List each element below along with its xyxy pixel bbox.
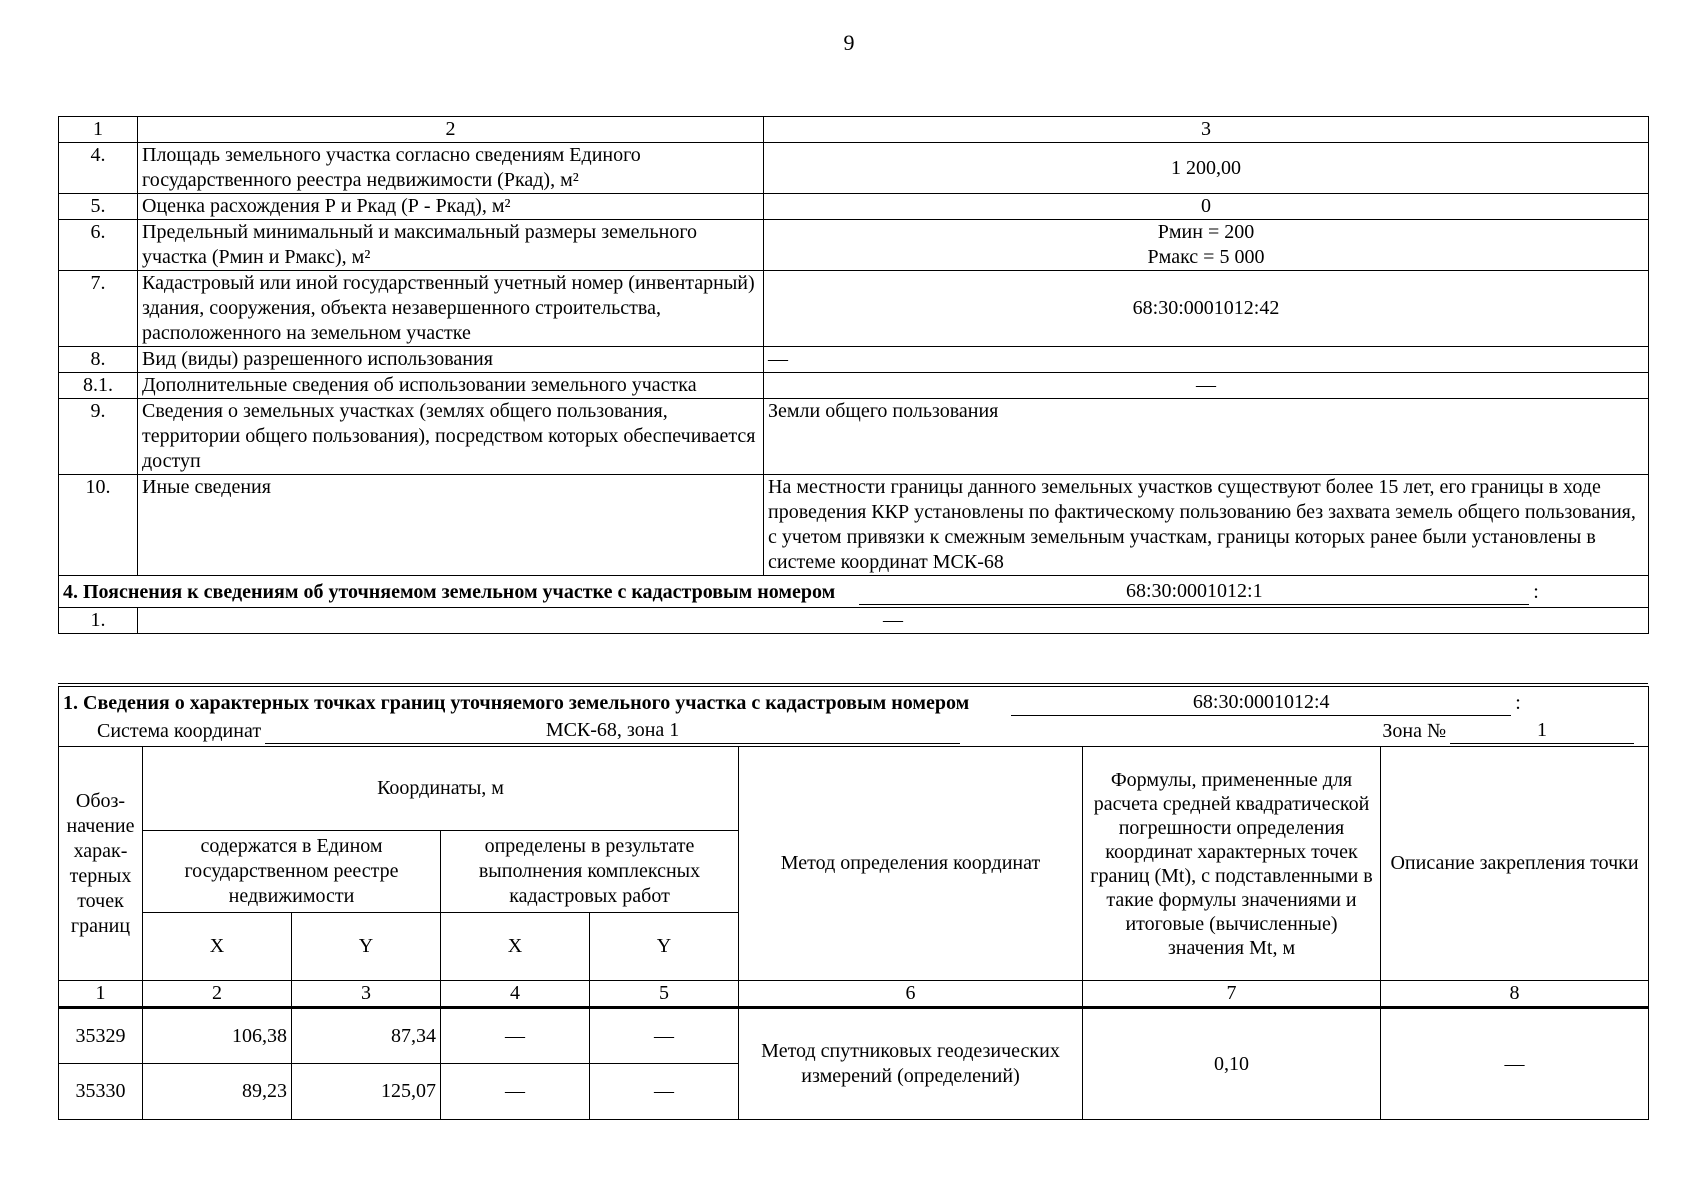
column-number: 2 [138, 117, 764, 143]
column-number: 4 [441, 981, 590, 1008]
min-size-value: Рмин = 200 [1157, 221, 1255, 243]
row-number: 10. [59, 475, 138, 576]
table-row [59, 399, 1649, 475]
table-row [59, 608, 1649, 634]
point-y-kkr: — [590, 1064, 739, 1120]
row-value: 0 [764, 194, 1649, 220]
points-header-row [59, 747, 1649, 831]
section-divider [58, 683, 1648, 684]
section-1-title: 1. Сведения о характерных точках границ уточняемого земельного участка с кадастровым номером [63, 692, 970, 714]
mt-value: 0,10 [1083, 1008, 1381, 1120]
column-number: 8 [1381, 981, 1649, 1008]
column-number: 3 [292, 981, 441, 1008]
point-x-egrn: 106,38 [143, 1008, 292, 1064]
point-x-egrn: 89,23 [143, 1064, 292, 1120]
boundary-points-table [58, 686, 1649, 1120]
row-number: 8.1. [59, 373, 138, 399]
row-label: Площадь земельного участка согласно сведениям Единого государственного реестра недвижимости (Ркад), м² [138, 143, 764, 194]
point-x-kkr: — [441, 1008, 590, 1064]
row-value: — [138, 608, 1649, 634]
zone-value: 1 [1450, 718, 1634, 744]
column-y: Y [292, 913, 441, 981]
row-number: 4. [59, 143, 138, 194]
row-number: 7. [59, 271, 138, 347]
column-number: 3 [764, 117, 1649, 143]
coordinate-system-label: Система координат [97, 720, 262, 742]
column-number: 6 [739, 981, 1083, 1008]
table-row [59, 143, 1649, 194]
row-number: 1. [59, 608, 138, 634]
row-value: — [764, 347, 1649, 373]
section-1-cadastral-number: 68:30:0001012:4 [1011, 690, 1511, 716]
section-1-header-row [59, 687, 1649, 747]
row-value: На местности границы данного земельных участков существуют более 15 лет, его границы в ходе проведения ККР установлены по фактическому пользованию без захвата земель общего пользования, с учетом привязки к смежным земельным участкам, границы которых ранее были установлены в системе координат МСК-68 [764, 475, 1649, 576]
table-row [59, 194, 1649, 220]
section-4-header-row [59, 576, 1649, 608]
row-label: Кадастровый или иной государственный учетный номер (инвентарный) здания, сооружения, объекта незавершенного строительства, расположенного на земельном участке [138, 271, 764, 347]
table-row [59, 347, 1649, 373]
column-number: 5 [590, 981, 739, 1008]
column-number: 7 [1083, 981, 1381, 1008]
column-x: X [143, 913, 292, 981]
row-value: — [764, 373, 1649, 399]
page-number: 9 [843, 30, 855, 55]
column-number: 1 [59, 981, 143, 1008]
column-kkr: определены в результате выполнения комплексных кадастровых работ [441, 831, 739, 913]
column-number: 1 [59, 117, 138, 143]
table-row [59, 271, 1649, 347]
point-y-egrn: 87,34 [292, 1008, 441, 1064]
land-plot-info-table [58, 116, 1649, 634]
column-y: Y [590, 913, 739, 981]
row-value: Земли общего пользования [764, 399, 1649, 475]
section-4-cadastral-number: 68:30:0001012:1 [859, 579, 1529, 605]
row-label: Иные сведения [138, 475, 764, 576]
column-egrn: содержатся в Едином государственном реестре недвижимости [143, 831, 441, 913]
section-4-title: 4. Пояснения к сведениям об уточняемом земельном участке с кадастровым номером [63, 581, 836, 603]
column-x: X [441, 913, 590, 981]
max-size-value: Рмакс = 5 000 [1147, 246, 1265, 268]
column-designation: Обоз-начение харак-терных точек границ [59, 747, 143, 981]
column-formulas: Формулы, примененные для расчета средней квадратической погрешности определения координат характерных точек границ (Mt), с подставленными в такие формулы значениями и итоговые (вычисленные) значения Mt, м [1083, 747, 1381, 981]
row-number: 8. [59, 347, 138, 373]
row-value [764, 220, 1649, 271]
row-number: 5. [59, 194, 138, 220]
row-label: Предельный минимальный и максимальный размеры земельного участка (Рмин и Рмакс), м² [138, 220, 764, 271]
column-description: Описание закрепления точки [1381, 747, 1649, 981]
point-y-kkr: — [590, 1008, 739, 1064]
column-number: 2 [143, 981, 292, 1008]
colon: : [1515, 692, 1521, 714]
table-row [59, 220, 1649, 271]
point-id: 35329 [59, 1008, 143, 1064]
row-value: 68:30:0001012:42 [764, 271, 1649, 347]
method-value: Метод спутниковых геодезических измерений (определений) [739, 1008, 1083, 1120]
row-label: Сведения о земельных участках (землях общего пользования, территории общего пользования), посредством которых обеспечивается доступ [138, 399, 764, 475]
point-y-egrn: 125,07 [292, 1064, 441, 1120]
column-coordinates: Координаты, м [143, 747, 739, 831]
row-number: 9. [59, 399, 138, 475]
table-row [59, 475, 1649, 576]
table-row [59, 373, 1649, 399]
point-id: 35330 [59, 1064, 143, 1120]
coordinate-system-value: МСК-68, зона 1 [265, 718, 960, 744]
column-method: Метод определения координат [739, 747, 1083, 981]
table-row [59, 1008, 1649, 1064]
colon: : [1533, 581, 1539, 603]
point-x-kkr: — [441, 1064, 590, 1120]
row-value: 1 200,00 [764, 143, 1649, 194]
row-label: Вид (виды) разрешенного использования [138, 347, 764, 373]
row-label: Дополнительные сведения об использовании земельного участка [138, 373, 764, 399]
zone-label: Зона № [1382, 720, 1447, 742]
description-value: — [1381, 1008, 1649, 1120]
column-numbers-row [59, 981, 1649, 1008]
row-label: Оценка расхождения Р и Ркад (Р - Ркад), м² [138, 194, 764, 220]
table-header-row [59, 117, 1649, 143]
row-number: 6. [59, 220, 138, 271]
